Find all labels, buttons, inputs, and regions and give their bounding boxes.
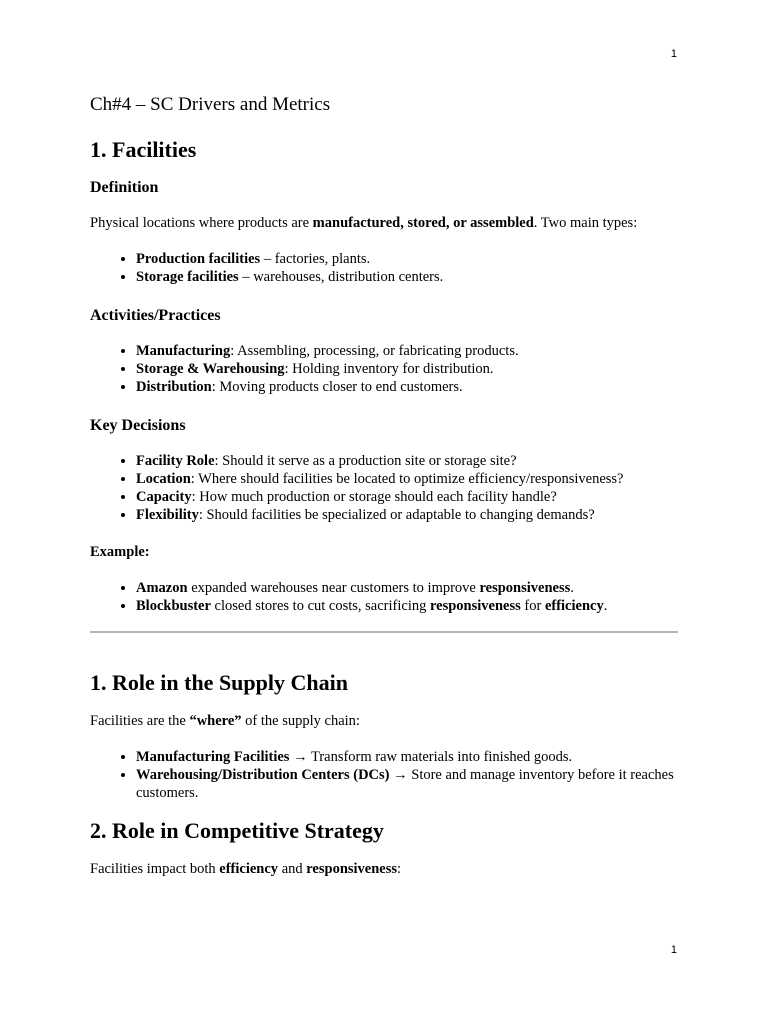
list-item-term: Blockbuster <box>136 598 211 614</box>
list-item <box>136 766 680 802</box>
list-item-term: Facility Role <box>136 453 215 469</box>
list-item <box>136 342 680 360</box>
intro-bold: “where” <box>189 713 242 729</box>
intro-bold: efficiency <box>219 861 279 877</box>
list-item <box>136 597 680 615</box>
intro-text: Facilities are the <box>90 713 190 729</box>
list-item-term: Capacity <box>136 489 192 505</box>
example-heading <box>90 543 680 561</box>
definition-text: Physical locations where products are <box>90 215 313 231</box>
list-item <box>136 579 680 597</box>
list-item <box>136 268 680 286</box>
list-item-text: : Holding inventory for distribution. <box>284 361 494 377</box>
role-competitive-strategy-intro <box>90 860 680 878</box>
document-body <box>90 92 680 878</box>
arrow-icon: → <box>389 767 412 783</box>
list-item-bold: responsiveness <box>429 598 521 614</box>
list-item-term: Storage facilities <box>136 269 239 285</box>
list-item-text: : Moving products closer to end customers. <box>211 379 463 395</box>
intro-text-end: : <box>397 861 402 877</box>
role-supply-chain-heading: 1. Role in the Supply Chain <box>90 670 348 695</box>
facilities-heading: 1. Facilities <box>90 137 197 162</box>
list-item-text: expanded warehouses near customers to improve <box>187 580 480 596</box>
example-list <box>90 579 680 615</box>
list-item-text: Transform raw materials into finished goods. <box>310 749 573 765</box>
activities-list <box>90 342 680 396</box>
list-item-term: Production facilities <box>136 251 261 267</box>
list-item-bold: responsiveness <box>479 580 571 596</box>
list-item-text-mid: for <box>520 598 545 614</box>
role-supply-chain-intro <box>90 712 680 730</box>
role-supply-chain-list <box>90 748 680 802</box>
list-item-text: Store and manage inventory before it reaches customers. <box>136 767 674 801</box>
list-item-term: Location <box>136 471 191 487</box>
list-item-term: Amazon <box>136 580 188 596</box>
page-number-top: 1 <box>670 48 677 60</box>
list-item-term: Storage & Warehousing <box>136 361 285 377</box>
list-item-text: – warehouses, distribution centers. <box>238 269 444 285</box>
arrow-icon: → <box>289 749 311 765</box>
activities-heading: Activities/Practices <box>90 307 221 324</box>
intro-text: Facilities impact both <box>90 861 220 877</box>
list-item <box>136 250 680 268</box>
list-item <box>136 470 680 488</box>
page-number-bottom: 1 <box>670 944 677 956</box>
list-item-term: Manufacturing Facilities <box>136 749 290 765</box>
definition-paragraph <box>90 214 680 232</box>
list-item <box>136 506 680 524</box>
definition-text-end: . Two main types: <box>533 215 638 231</box>
definition-bold: manufactured, stored, or assembled <box>312 215 534 231</box>
list-item-term: Distribution <box>136 379 212 395</box>
list-item-text: : Assembling, processing, or fabricating products. <box>230 343 519 359</box>
section-divider <box>90 631 678 633</box>
role-competitive-strategy-heading: 2. Role in Competitive Strategy <box>90 818 384 843</box>
list-item-text: closed stores to cut costs, sacrificing <box>210 598 430 614</box>
intro-text-end: of the supply chain: <box>241 713 360 729</box>
list-item <box>136 378 680 396</box>
list-item-text: – factories, plants. <box>260 251 371 267</box>
intro-bold: responsiveness <box>306 861 398 877</box>
list-item <box>136 452 680 470</box>
definition-heading: Definition <box>90 179 159 196</box>
list-item-text-end: . <box>570 580 574 596</box>
list-item <box>136 360 680 378</box>
example-heading-text: Example: <box>90 544 150 560</box>
list-item-term: Flexibility <box>136 507 199 523</box>
document-title: Ch#4 – SC Drivers and Metrics <box>90 94 331 115</box>
list-item-bold: efficiency <box>544 598 604 614</box>
key-decisions-list <box>90 452 680 524</box>
list-item-text: : Where should facilities be located to optimize efficiency/responsiveness? <box>190 471 624 487</box>
intro-text-mid: and <box>278 861 307 877</box>
list-item-term: Warehousing/Distribution Centers (DCs) <box>136 767 390 783</box>
list-item-term: Manufacturing <box>136 343 231 359</box>
list-item <box>136 748 680 766</box>
list-item-text: : Should facilities be specialized or adaptable to changing demands? <box>198 507 595 523</box>
list-item <box>136 488 680 506</box>
list-item-text-end: . <box>603 598 608 614</box>
key-decisions-heading: Key Decisions <box>90 417 186 434</box>
list-item-text: : How much production or storage should each facility handle? <box>191 489 557 505</box>
list-item-text: : Should it serve as a production site or storage site? <box>214 453 517 469</box>
facility-types-list <box>90 250 680 286</box>
